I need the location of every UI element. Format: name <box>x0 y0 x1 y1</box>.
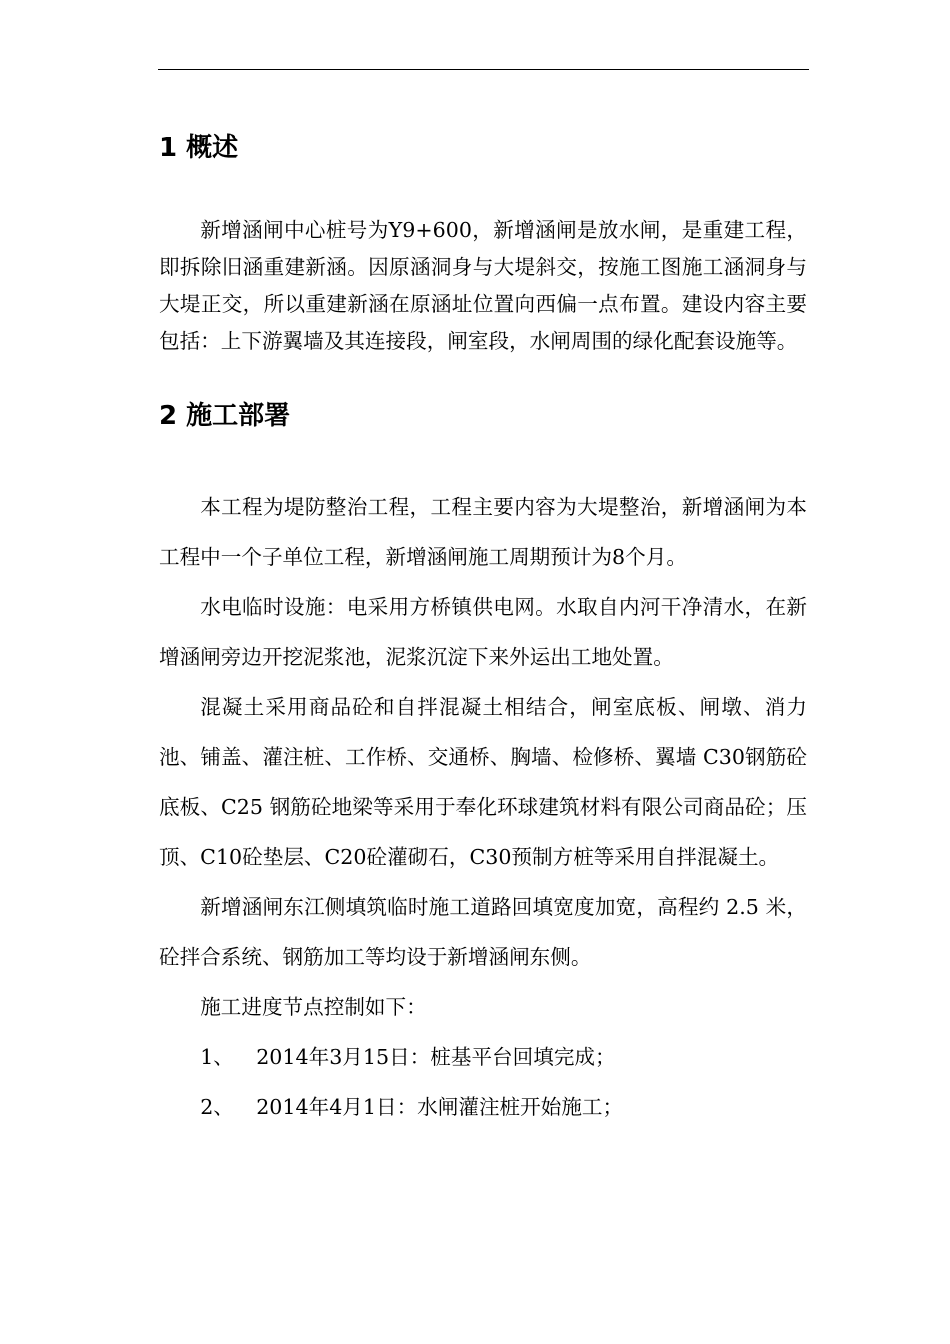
section-heading-deployment: 2 施工部署 <box>159 401 291 431</box>
list-item-number: 1、 <box>200 1045 234 1069</box>
deployment-paragraph-1: 本工程为堤防整治工程，工程主要内容为大堤整治，新增涵闸为本工程中一个子单位工程，新增涵闸施工周期预计为8个月。 <box>159 495 807 569</box>
section-heading-overview: 1 概述 <box>159 133 239 163</box>
deployment-paragraph-2: 水电临时设施：电采用方桥镇供电网。水取自内河干净清水，在新增涵闸旁边开挖泥浆池，泥浆沉淀下来外运出工地处置。 <box>159 595 807 669</box>
list-item-text: 2014年4月1日：水闸灌注桩开始施工； <box>256 1095 624 1119</box>
list-item-number: 2、 <box>200 1095 234 1119</box>
header-rule <box>158 69 809 70</box>
list-item-text: 2014年3月15日：桩基平台回填完成； <box>256 1045 616 1069</box>
document-body <box>159 126 807 1132</box>
deployment-paragraph-4: 新增涵闸东江侧填筑临时施工道路回填宽度加宽，高程约 2.5 米，砼拌合系统、钢筋加工等均设于新增涵闸东侧。 <box>159 895 807 969</box>
deployment-paragraph-3: 混凝土采用商品砼和自拌混凝土相结合，闸室底板、闸墩、消力池、铺盖、灌注桩、工作桥、交通桥、胸墙、检修桥、翼墙 C30钢筋砼底板、C25 钢筋砼地梁等采用于奉化环球建筑材料有限公司商品砼；压顶、C10砼垫层、C20砼灌砌石，C30预制方桩等采用自拌混凝土。 <box>159 695 807 869</box>
list-item <box>159 1082 807 1132</box>
deployment-paragraph-5: 施工进度节点控制如下： <box>200 995 427 1019</box>
overview-paragraph: 新增涵闸中心桩号为Y9+600，新增涵闸是放水闸，是重建工程，即拆除旧涵重建新涵。因原涵洞身与大堤斜交，按施工图施工涵洞身与大堤正交，所以重建新涵在原涵址位置向西偏一点布置。建设内容主要包括：上下游翼墙及其连接段，闸室段，水闸周围的绿化配套设施等。 <box>159 218 807 353</box>
list-item <box>159 1032 807 1082</box>
